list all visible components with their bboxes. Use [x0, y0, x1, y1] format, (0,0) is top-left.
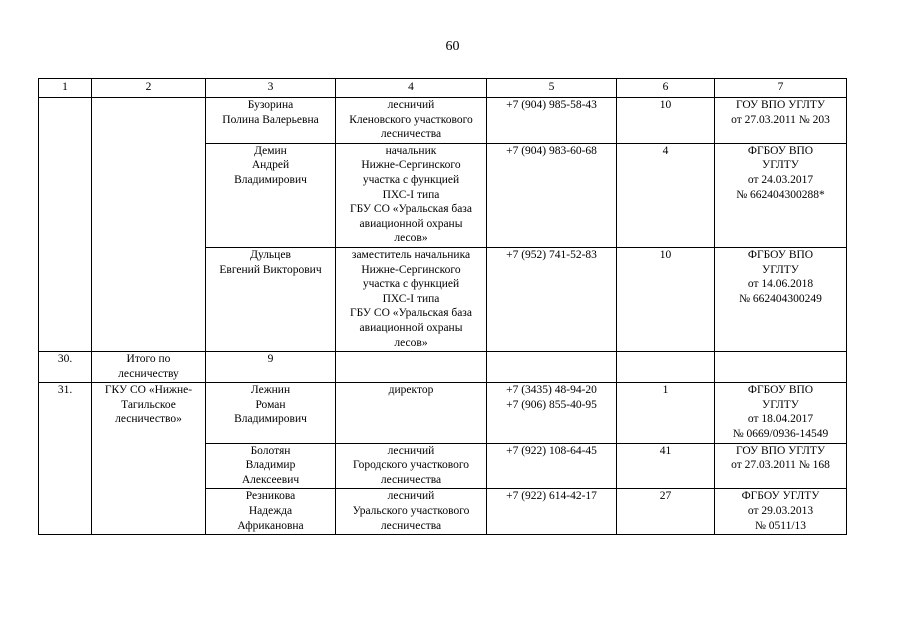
count-cell: 41	[617, 443, 715, 489]
row-number-cell: 30.	[39, 352, 92, 383]
name-cell: Лежнин Роман Владимирович	[206, 383, 336, 443]
document-cell: ФГБОУ ВПО УГЛТУ от 18.04.2017 № 0669/0936-14549	[715, 383, 847, 443]
header-col-1: 1	[39, 79, 92, 98]
position-cell: директор	[336, 383, 487, 443]
position-cell: заместитель начальника Нижне-Сергинского участка с функцией ПХС-I типа ГБУ СО «Уральская база авиационной охраны лесов»	[336, 247, 487, 351]
name-cell: Дульцев Евгений Викторович	[206, 247, 336, 351]
phone-cell: +7 (904) 985-58-43	[487, 98, 617, 144]
row-number-cell: 31.	[39, 383, 92, 535]
staff-table	[38, 78, 847, 535]
position-cell: лесничий Городского участкового лесничества	[336, 443, 487, 489]
phone-cell: +7 (904) 983-60-68	[487, 143, 617, 247]
position-cell: лесничий Кленовского участкового лесничества	[336, 98, 487, 144]
document-cell: ФГБОУ УГЛТУ от 29.03.2013 № 0511/13	[715, 489, 847, 535]
header-col-6: 6	[617, 79, 715, 98]
count-cell	[617, 352, 715, 383]
phone-cell: +7 (3435) 48-94-20 +7 (906) 855-40-95	[487, 383, 617, 443]
row-number-cell	[39, 98, 92, 352]
position-cell: начальник Нижне-Сергинского участка с функцией ПХС-I типа ГБУ СО «Уральская база авиационной охраны лесов»	[336, 143, 487, 247]
name-cell: Резникова Надежда Африкановна	[206, 489, 336, 535]
table-row	[39, 383, 847, 443]
position-cell: лесничий Уральского участкового лесничества	[336, 489, 487, 535]
header-row	[39, 79, 847, 98]
header-col-7: 7	[715, 79, 847, 98]
total-count-cell: 9	[206, 352, 336, 383]
document-cell	[715, 352, 847, 383]
header-col-2: 2	[92, 79, 206, 98]
forestry-cell: Итого по лесничеству	[92, 352, 206, 383]
count-cell: 10	[617, 247, 715, 351]
count-cell: 4	[617, 143, 715, 247]
forestry-cell	[92, 98, 206, 352]
name-cell: Бузорина Полина Валерьевна	[206, 98, 336, 144]
phone-cell: +7 (922) 108-64-45	[487, 443, 617, 489]
phone-cell	[487, 352, 617, 383]
position-cell	[336, 352, 487, 383]
count-cell: 1	[617, 383, 715, 443]
phone-cell: +7 (952) 741-52-83	[487, 247, 617, 351]
name-cell: Демин Андрей Владимирович	[206, 143, 336, 247]
page-number: 60	[445, 39, 460, 54]
count-cell: 10	[617, 98, 715, 144]
count-cell: 27	[617, 489, 715, 535]
document-cell: ГОУ ВПО УГЛТУ от 27.03.2011 № 168	[715, 443, 847, 489]
document-cell: ФГБОУ ВПО УГЛТУ от 14.06.2018 № 662404300249	[715, 247, 847, 351]
header-col-3: 3	[206, 79, 336, 98]
name-cell: Болотян Владимир Алексеевич	[206, 443, 336, 489]
forestry-cell: ГКУ СО «Нижне- Тагильское лесничество»	[92, 383, 206, 535]
header-col-4: 4	[336, 79, 487, 98]
phone-cell: +7 (922) 614-42-17	[487, 489, 617, 535]
table-row	[39, 98, 847, 144]
document-cell: ФГБОУ ВПО УГЛТУ от 24.03.2017 № 662404300288*	[715, 143, 847, 247]
document-cell: ГОУ ВПО УГЛТУ от 27.03.2011 № 203	[715, 98, 847, 144]
total-row	[39, 352, 847, 383]
header-col-5: 5	[487, 79, 617, 98]
